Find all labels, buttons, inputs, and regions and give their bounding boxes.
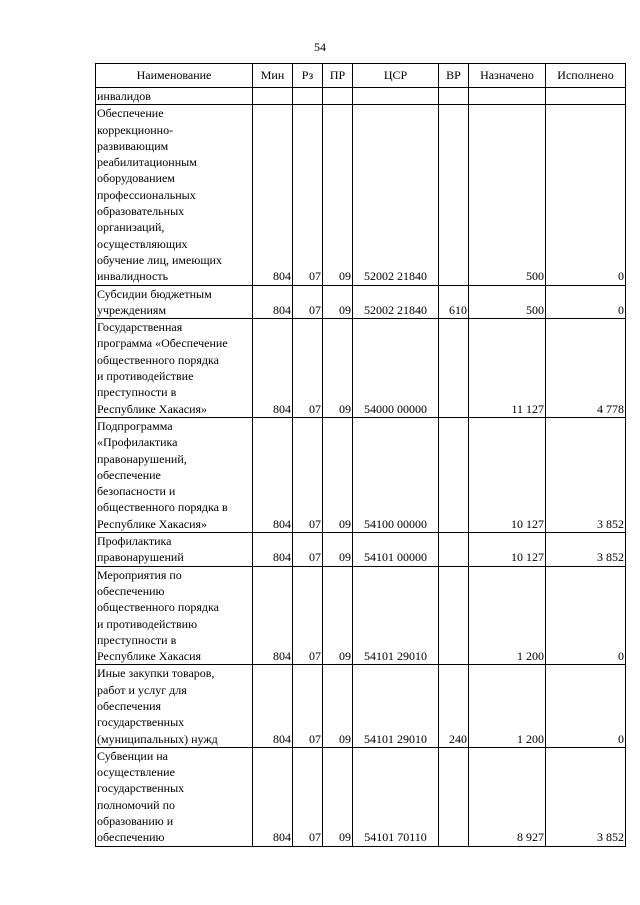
cell-name-line: безопасности и [97,484,176,499]
cell-name-line: обеспечение [97,467,161,482]
cell-name-line: осуществляющих [97,236,188,251]
cell-csr: 54101 29010 [353,566,439,665]
cell-name-line: организаций, [97,220,165,235]
cell-name-line: Профилактика [97,534,172,549]
cell-name-line: Иные закупки товаров, [97,666,215,681]
cell-assigned: 1 200 [469,566,546,665]
header-csr: ЦСР [353,64,439,88]
header-rz: Рз [293,64,323,88]
cell-name-line: и противодействию [97,616,198,631]
cell-pr: 09 [323,533,353,567]
cell-executed: 3 852 [546,417,626,532]
cell-rz: 07 [293,533,323,567]
cell-pr: 09 [323,665,353,747]
cell-csr [353,88,439,105]
header-vr: ВР [439,64,469,88]
cell-name-line: обучение лиц, имеющих [97,252,222,267]
cell-vr [439,417,469,532]
cell-name-line: обеспечению [97,830,165,845]
table-row [96,665,626,747]
cell-min [253,88,293,105]
table-row [96,417,626,532]
cell-executed: 3 852 [546,747,626,846]
cell-assigned: 1 200 [469,665,546,747]
cell-min: 804 [253,105,293,285]
cell-name-line: реабилитационным [97,155,197,170]
cell-csr: 52002 21840 [353,105,439,285]
cell-assigned: 500 [469,285,546,319]
cell-min: 804 [253,319,293,418]
page-number: 54 [314,40,326,54]
cell-name [96,285,253,319]
cell-name-line: коррекционно- [97,122,174,137]
cell-name-line: общественного порядка в [97,500,228,515]
header-name: Наименование [96,64,253,88]
cell-name-line: профессиональных [97,187,196,202]
cell-name-line: преступности в [97,632,177,647]
cell-pr [323,88,353,105]
cell-name-line: общественного порядка [97,600,219,615]
cell-csr: 54000 00000 [353,319,439,418]
cell-vr [439,533,469,567]
cell-pr: 09 [323,285,353,319]
cell-name [96,533,253,567]
cell-min: 804 [253,566,293,665]
header-pr: ПР [323,64,353,88]
cell-executed [546,88,626,105]
cell-min: 804 [253,533,293,567]
cell-executed: 0 [546,285,626,319]
cell-name-line: Республике Хакасия» [97,401,208,416]
cell-name-line: Субвенции на [97,748,169,763]
cell-name [96,747,253,846]
cell-name-line: оборудованием [97,171,175,186]
cell-vr [439,105,469,285]
cell-name-line: общественного порядка [97,352,219,367]
cell-executed: 3 852 [546,533,626,567]
cell-name [96,105,253,285]
cell-name-line: государственных [97,781,185,796]
table-row [96,105,626,285]
cell-vr [439,747,469,846]
cell-executed: 4 778 [546,319,626,418]
table-header-row [96,64,626,88]
cell-name-line: Республике Хакасия» [97,516,208,531]
cell-name-line: учреждениям [97,302,167,317]
cell-assigned: 11 127 [469,319,546,418]
cell-assigned: 500 [469,105,546,285]
cell-assigned: 10 127 [469,533,546,567]
cell-name-line: правонарушений, [97,451,187,466]
cell-pr: 09 [323,417,353,532]
cell-name-line: программа «Обеспечение [97,336,228,351]
table-row [96,319,626,418]
cell-executed: 0 [546,105,626,285]
cell-name [96,417,253,532]
cell-executed: 0 [546,566,626,665]
cell-assigned: 10 127 [469,417,546,532]
cell-name-line: (муниципальных) нужд [97,731,218,746]
cell-pr: 09 [323,566,353,665]
cell-vr [439,319,469,418]
cell-name-line: Подпрограмма [97,418,173,433]
cell-name-line: Мероприятия по [97,567,182,582]
cell-name-line: инвалидность [97,269,169,284]
cell-rz: 07 [293,105,323,285]
cell-vr: 240 [439,665,469,747]
cell-name-line: «Профилактика [97,435,178,450]
cell-name-line: государственных [97,715,185,730]
cell-name-line: Республике Хакасия [97,649,202,664]
cell-rz: 07 [293,665,323,747]
cell-pr: 09 [323,105,353,285]
cell-vr [439,88,469,105]
cell-csr: 54101 00000 [353,533,439,567]
cell-assigned: 8 927 [469,747,546,846]
cell-pr: 09 [323,747,353,846]
cell-name [96,665,253,747]
cell-csr: 54100 00000 [353,417,439,532]
table-row [96,285,626,319]
header-assigned: Назначено [469,64,546,88]
cell-rz [293,88,323,105]
cell-name-line: Обеспечение [97,106,164,121]
cell-name-line: правонарушений [97,550,184,565]
cell-name-line: Субсидии бюджетным [97,286,212,301]
cell-name-line: работ и услуг для [97,682,187,697]
cell-name-line: полномочий по [97,797,176,812]
cell-csr: 54101 29010 [353,665,439,747]
cell-min: 804 [253,417,293,532]
cell-name-line: Государственная [97,320,183,335]
cell-name-line: обеспечению [97,583,165,598]
cell-rz: 07 [293,417,323,532]
cell-name-line: образовательных [97,204,185,219]
cell-pr: 09 [323,319,353,418]
cell-rz: 07 [293,747,323,846]
cell-vr: 610 [439,285,469,319]
cell-name [96,88,253,105]
cell-name-line: образованию и [97,814,174,829]
cell-name [96,319,253,418]
cell-min: 804 [253,747,293,846]
table-row [96,566,626,665]
cell-min: 804 [253,285,293,319]
cell-rz: 07 [293,319,323,418]
budget-table [95,63,626,847]
cell-name-line: инвалидов [97,89,151,103]
header-min: Мин [253,64,293,88]
table-row [96,88,626,105]
cell-name [96,566,253,665]
cell-rz: 07 [293,566,323,665]
cell-name-line: осуществление [97,765,175,780]
table-row [96,747,626,846]
cell-executed: 0 [546,665,626,747]
cell-csr: 52002 21840 [353,285,439,319]
table-row [96,533,626,567]
table-body [96,88,626,847]
cell-vr [439,566,469,665]
cell-name-line: обеспечения [97,698,162,713]
cell-name-line: и противодействие [97,369,194,384]
cell-assigned [469,88,546,105]
cell-name-line: развивающим [97,138,169,153]
cell-csr: 54101 70110 [353,747,439,846]
cell-rz: 07 [293,285,323,319]
cell-min: 804 [253,665,293,747]
cell-name-line: преступности в [97,385,177,400]
header-executed: Исполнено [546,64,626,88]
